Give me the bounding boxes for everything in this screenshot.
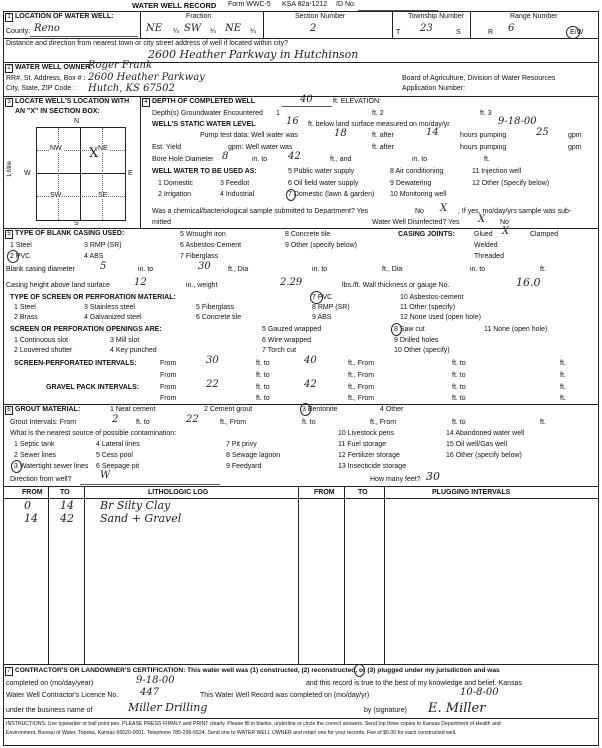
static-value[interactable]: 16 [286,116,299,127]
screen-7-circle [310,291,323,304]
gp-to-1: ft. to [256,384,270,391]
city-label: City, State, ZIP Code : [6,85,75,92]
distance-value[interactable]: 2600 Heather Parkway in Hutchinson [148,48,359,61]
gp-from-2: ft., From [348,384,375,391]
screen-10[interactable]: 10 Asbestos-cement [400,294,464,301]
bore-in-to2: in. to [412,156,428,163]
section-6-number: 6 [5,406,13,415]
spi-from-1: From [160,360,177,367]
elevation-label: ft. ELEVATION: [333,98,381,105]
section-grid[interactable] [36,127,126,221]
welded-label[interactable]: Welded [474,242,498,249]
contamination-label: What is the nearest source of possible contamination: [10,430,177,437]
casing-6[interactable]: 6 Asbestos-Cement [180,242,242,249]
direction-label: Direction from well? [10,476,72,483]
nw-label: NW [50,145,62,152]
grid-dot-v1 [58,128,59,220]
opening-2[interactable]: 2 Louvered shutter [14,347,73,354]
glued-label[interactable]: Glued [474,231,493,238]
gp-ft: ft. [560,384,566,391]
log-row-1-desc: Br Silty Clay [100,499,171,512]
opening-6[interactable]: 6 Wire wrapped [262,337,312,344]
screen-5[interactable]: 5 Fiberglass [196,304,235,311]
grout-label: GROUT MATERIAL: [15,406,81,413]
contam-16[interactable]: 16 Other (specify below) [446,452,522,459]
grout-intervals-label: Grout Intervals: From [10,419,77,426]
owner-label: WATER WELL OWNER: [15,64,93,71]
county-value[interactable]: Reno [34,23,60,34]
gp-to-3: ft. to [256,395,270,402]
grout-ft-end: ft. [540,419,546,426]
blank-ft: ft. [540,266,546,273]
township-s: S [456,29,461,36]
blank-dia-label: Blank casing diameter [6,266,75,273]
log-col [384,486,385,664]
range-label: Range Number [510,13,558,20]
contam-15[interactable]: 15 Oil well/Gas well [446,441,508,448]
gp-to-value[interactable]: 42 [304,379,317,390]
pump-label: Pump test data: Well water was [200,132,298,139]
bore-ft: ft. [484,156,490,163]
spi-to-2: ft. to [452,360,466,367]
north-label: N [74,118,80,125]
yield-after: ft. after [372,144,394,151]
licence-value[interactable]: 447 [140,687,160,698]
spi-to-3: ft. to [256,372,270,379]
quarter-2[interactable]: SW [184,23,202,34]
locate-title-1: LOCATE WELL'S LOCATION WITH [15,98,130,105]
application-label: Application Number: [402,85,466,92]
gpm-value[interactable]: 25 [536,127,549,138]
rule [3,38,598,39]
screen-type-label: TYPE OF SCREEN OR PERFORATION MATERIAL: [10,294,176,301]
gp-from-3: From [160,395,177,402]
grout-to-value[interactable]: 22 [186,414,199,425]
casing-4[interactable]: 4 ABS [84,253,104,260]
bore-in-to: in. to [252,156,268,163]
gp-to-2: ft. to [452,384,466,391]
use-3[interactable]: 3 Feedlot [220,180,250,187]
section-1-number: 1 [5,13,13,22]
record-label: This Water Well Record was completed on (mo/day/yr) [200,692,370,699]
log-col [298,486,299,664]
contam-10[interactable]: 10 Livestock pens [338,430,395,437]
grout-from-value[interactable]: 2 [112,414,119,425]
threaded-label[interactable]: Threaded [474,253,504,260]
certification-text-2: and this record is true to the best of my knowledge and belief. Kansas [306,680,522,687]
depth-label: DEPTH OF COMPLETED WELL [152,98,256,105]
yield-gpm2: gpm [568,144,582,151]
section-number-value[interactable]: 2 [310,23,317,34]
depth-line [282,106,332,107]
casing-1[interactable]: 1 Steel [10,242,32,249]
log-col [48,486,49,664]
gpm-label: gpm [568,132,582,139]
range-ew: E/W [570,29,584,36]
chem-no-mark: X [440,203,448,214]
casing-9[interactable]: 9 Other (specify below) [285,242,357,249]
gp-to-4: ft. to [452,395,466,402]
opening-1[interactable]: 1 Continuous slot [14,337,69,344]
casing-5[interactable]: 5 Wrought iron [180,231,226,238]
opening-9[interactable]: 9 Drilled holes [394,337,439,344]
opening-10[interactable]: 10 Other (specify) [394,347,450,354]
mile-label: 1 Mile [7,160,14,178]
yield-hours: hours pumping [460,144,507,151]
township-value[interactable]: 23 [420,23,433,34]
contam-3[interactable]: 3 Watertight sewer lines [14,463,89,470]
howmany-value[interactable]: 30 [426,470,440,483]
blank-to-value[interactable]: 30 [198,261,211,272]
instructions-line-2: Environment, Bureau of Water, Topeka, Kansas 66620-0001. Telephone 785-296-5524. Send one to WATER WELL OWNER and retain one for your records. Fee of $5.00 for each constructed well. [6,730,457,736]
log-row-2-to: 42 [60,512,74,525]
blank-ft-dia: ft., Dia [228,266,249,273]
bore-label: Bore Hole Diameter [152,156,214,163]
log-row-2-from: 14 [24,512,38,525]
use-8[interactable]: 8 Air conditioning [390,168,444,175]
constructed-circle [354,664,365,677]
use-12[interactable]: 12 Other (Specify below) [472,180,550,187]
id-label: ID No. [336,1,356,8]
use-4[interactable]: 4 Industrial [220,191,255,198]
section-5-number: 5 [5,230,13,239]
fraction-label: Fraction [186,13,212,20]
screen-3[interactable]: 3 Stainless steel [84,304,135,311]
grout-ft-to2: ft. to [302,419,316,426]
blank-in-to2: in. to [312,266,328,273]
grid-dot-v2 [102,128,103,220]
sw-label: SW [50,192,62,199]
well-location-mark: X [89,146,99,161]
divider [470,11,471,38]
spi-from-3: From [160,372,177,379]
grout-ft-from: ft., From [220,419,247,426]
chem-no[interactable]: No [415,208,424,215]
direction-value[interactable]: W [100,470,111,481]
spi-from-value[interactable]: 30 [206,355,219,366]
quarter-3[interactable]: NE [225,23,242,34]
log-row-2-desc: Sand + Gravel [100,512,182,525]
blank-in-to: in. to [138,266,154,273]
height-label: Casing height above land surface [6,282,110,289]
rule [3,486,598,487]
use-7[interactable]: 7 Domestic (lawn & garden) [288,191,375,198]
groundwater-label: Depth(s) Groundwater Encountered [152,110,263,117]
section-2-number: 2 [5,64,13,73]
casing-8[interactable]: 8 Concrete tile [285,231,331,238]
contam-5[interactable]: 5 Cess pool [96,452,133,459]
log-lith-header: LITHOLOGIC LOG [148,489,209,496]
section-3-number: 3 [5,98,13,107]
screen-9[interactable]: 9 ABS [312,314,332,321]
use-1[interactable]: 1 Domestic [158,180,194,187]
completed-value[interactable]: 9-18-00 [136,675,175,686]
casing-2-circle [7,250,19,263]
static-label: WELL'S STATIC WATER LEVEL [152,121,256,128]
record-date[interactable]: 10-8-00 [460,687,499,698]
direction-line [80,484,220,485]
screen-1[interactable]: 1 Steel [14,304,36,311]
log-to-header-2: TO [358,489,368,496]
screen-11[interactable]: 11 Other (specify) [400,304,456,311]
static-date[interactable]: 9-18-00 [498,116,537,127]
completed-label: completed on (mo/day/year) [6,680,94,687]
gp-from-1: From [160,384,177,391]
grid-vertical [80,128,81,220]
rule [3,664,598,665]
gp-from-value[interactable]: 22 [206,379,219,390]
grout-ft-from2: ft., From [370,419,397,426]
quarter-symbol-2: ¼ [210,28,216,35]
bore-and: ft., and [330,156,352,163]
casing-7[interactable]: 7 Fiberglass [180,253,219,260]
township-t: T [396,29,401,36]
contam-12[interactable]: 12 Fertilizer storage [338,452,400,459]
township-label: Township Number [408,13,465,20]
county-label: County: [6,28,31,35]
ne-label: NE [98,145,108,152]
spi-to-1: ft. to [256,360,270,367]
contam-3-circle [11,460,22,473]
yield-label: Est. Yield [152,144,182,151]
range-value[interactable]: 6 [508,23,515,34]
divider [392,11,393,38]
gp-from-4: ft., From [348,395,375,402]
section-number-label: Section Number [295,13,346,20]
form-title: WATER WELL RECORD [132,1,217,10]
locate-title-2: AN "X" IN SECTION BOX: [15,108,100,115]
gw-1: 1 [276,110,280,117]
spi-ft: ft. [560,360,566,367]
use-6[interactable]: 6 Oil field water supply [288,180,359,187]
contam-4[interactable]: 4 Lateral lines [96,441,140,448]
gp-ft-2: ft. [560,395,566,402]
opening-3[interactable]: 3 Mill slot [110,337,140,344]
signature-label: by (signature) [364,707,407,714]
clamped-label[interactable]: Clamped [530,231,559,238]
lbs-label: lbs./ft. Wall thickness or gauge No. [342,282,450,289]
spi-to-value[interactable]: 40 [304,355,317,366]
use-10[interactable]: 10 Monitoring well [390,191,447,198]
height-value[interactable]: 12 [134,277,147,288]
screen-8[interactable]: 8 RMP (SR) [312,304,350,311]
section-7-number: 7 [5,667,13,676]
instructions-line-1: INSTRUCTIONS: Use typewriter or ball point pen. PLEASE PRESS FIRMLY and PRINT clearly. Please fill in blanks, underline or circle the correct answers. Send top three copies to Kansas Department of Health and [6,721,501,727]
log-from-header-2: FROM [314,489,335,496]
se-label: SE [98,192,108,199]
opening-4[interactable]: 4 Key punched [110,347,157,354]
opening-5[interactable]: 5 Gauzed wrapped [262,326,322,333]
contam-1[interactable]: 1 Septic tank [14,441,55,448]
log-to-header: TO [60,489,70,496]
quarter-1[interactable]: NE [146,23,163,34]
screen-6[interactable]: 6 Concrete tile [196,314,242,321]
contam-7[interactable]: 7 Pit privy [226,441,257,448]
glued-mark: X [502,226,510,237]
use-7-circle [286,189,296,201]
use-label: WELL WATER TO BE USED AS: [152,168,257,175]
grout-ft-to: ft. to [136,419,150,426]
grout-2[interactable]: 2 Cement grout [204,406,253,413]
bore-value[interactable]: 8 [222,151,229,162]
hours-value[interactable]: 14 [426,127,439,138]
grout-3-circle [300,403,311,416]
business-value[interactable]: Miller Drilling [128,701,208,714]
use-2[interactable]: 2 Irrigation [158,191,192,198]
chem-if-yes: ; If yes, mo/day/yrs sample was sub- [458,208,572,215]
blank-in-to3: in. to [470,266,486,273]
address-label: RR#, St. Address, Box # : [6,75,86,82]
spi-from-4: ft., From [348,372,375,379]
opening-11[interactable]: 11 None (open hole) [484,326,548,333]
contam-8[interactable]: 8 Sewage lagoon [226,452,281,459]
use-9[interactable]: 9 Dewatering [390,180,432,187]
west-label: W [24,170,31,177]
blank-dia-value[interactable]: 5 [100,261,107,272]
use-11[interactable]: 11 Injection well [472,168,522,175]
pump-ft[interactable]: 18 [334,128,347,139]
disinfected-no[interactable]: No [500,219,509,226]
spi-ft-2: ft. [560,372,566,379]
spi-label: SCREEN-PERFORATED INTERVALS: [14,360,137,367]
contam-13[interactable]: 13 Insecticide storage [338,463,407,470]
opening-8[interactable]: 8 Saw cut [394,326,425,333]
log-plug-header: PLUGGING INTERVALS [432,489,511,496]
contam-9[interactable]: 9 Feedyard [226,463,262,470]
casing-3[interactable]: 3 RMP (SR) [84,242,122,249]
grout-1[interactable]: 1 Neat cement [110,406,156,413]
log-col [84,486,85,664]
depth-value[interactable]: 40 [300,94,313,105]
use-5[interactable]: 5 Public water supply [288,168,355,175]
contam-11[interactable]: 11 Fuel storage [338,441,387,448]
blank-ft-dia2: ft., Dia [382,266,403,273]
weight-value[interactable]: 2.29 [280,277,303,288]
openings-label: SCREEN OR PERFORATION OPENINGS ARE: [10,326,162,333]
joints-label: CASING JOINTS: [398,231,455,238]
log-col [344,486,345,664]
screen-4[interactable]: 4 Galvanized steel [84,314,142,321]
spi-from-2: ft., From [348,360,375,367]
form-number: Form WWC-5 [228,1,271,8]
log-header-rule [3,498,598,499]
section-4-number: 4 [142,98,150,107]
location-title: LOCATION OF WATER WELL: [15,13,114,20]
opening-8-circle [391,323,402,336]
casing-type-label: TYPE OF BLANK CASING USED: [15,230,125,237]
rule [3,718,598,719]
certification-text: CONTRACTOR'S OR LANDOWNER'S CERTIFICATION: This water well was (1) constructed, (2) reconstructed, or (3) plugged under my jurisdiction and was [15,667,500,674]
signature-value[interactable]: E. Miller [428,701,486,716]
contam-6[interactable]: 6 Seepage pit [96,463,140,470]
screen-12[interactable]: 12 None used (open hole) [400,314,481,321]
gw-2: ft. 2 [372,110,384,117]
gw-3: ft. 3 [480,110,492,117]
city-value[interactable]: Hutch, KS 67502 [88,83,175,94]
contam-2[interactable]: 2 Sewer lines [14,452,57,459]
quarter-symbol-1: ¼ [173,28,179,35]
ksa-reference: KSA 82a-1212 [282,1,328,8]
address-value[interactable]: 2600 Heather Parkway [88,72,205,83]
divider [263,11,264,38]
gauge-value[interactable]: 16.0 [516,276,541,289]
yield-gpm: gpm: Well water was [228,144,293,151]
south-label: S [74,220,79,227]
owner-value[interactable]: Roger Frank [88,60,153,71]
log-row-1-from: 0 [24,499,31,512]
gp-label: GRAVEL PACK INTERVALS: [46,384,140,391]
static-suffix: ft. below land surface measured on mo/day/yr [308,121,450,128]
county-line [30,36,138,37]
east-label: E [128,170,133,177]
opening-7[interactable]: 7 Torch cut [262,347,297,354]
board-text: Board of Agriculture, Division of Water Resources [402,75,556,82]
range-r: R [488,29,494,36]
grout-ft-to3: ft. to [452,419,466,426]
divider [140,11,141,38]
distance-label: Distance and direction from nearest town or city street address of well if located within city? [6,40,289,47]
howmany-label: How many feet? [370,476,421,483]
contam-14[interactable]: 14 Abandoned water well [446,430,525,437]
log-row-1-to: 14 [60,499,74,512]
grid-horizontal [37,173,125,174]
chem-mitted: mitted [152,219,172,226]
log-from-header: FROM [22,489,43,496]
licence-label: Water Well Contractor's Licence No. [6,692,119,699]
disinfected-mark: X [478,214,486,225]
screen-2[interactable]: 2 Brass [14,314,38,321]
chem-label: Was a chemical/bacteriological sample submitted to Department? Yes [152,208,369,215]
bore-to-value[interactable]: 42 [288,151,301,162]
weight-label: in., weight [186,282,218,289]
grout-4[interactable]: 4 Other [380,406,404,413]
spi-to-4: ft. to [452,372,466,379]
disinfected-label: Water Well Disinfected? Yes [372,219,460,226]
quarter-symbol-3: ¼ [250,28,256,35]
hours-label: hours pumping [460,132,507,139]
business-label: under the business name of [6,707,93,714]
divider [140,96,141,228]
after-label: ft. after [372,132,394,139]
screen-7[interactable]: 7 PVC [312,294,333,301]
grout-3[interactable]: 3 Bentonite [302,406,338,413]
casing-2[interactable]: 2 PVC [10,253,31,260]
